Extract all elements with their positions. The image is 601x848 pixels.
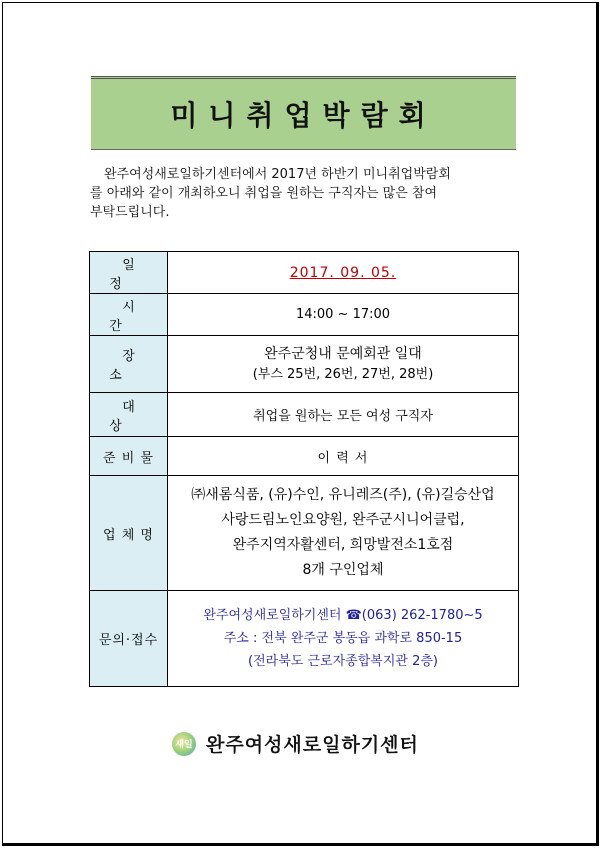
intro-line-2: 를 아래와 같이 개최하오니 취업을 원하는 구직자는 많은 참여 — [90, 186, 438, 201]
info-table — [89, 251, 519, 687]
row-time — [90, 294, 519, 336]
label-date: 일 정 — [90, 252, 168, 294]
place-line-2: (부스 25번, 26번, 27번, 28번) — [252, 367, 434, 382]
row-place — [90, 336, 519, 393]
row-date — [90, 252, 519, 294]
row-prep — [90, 437, 519, 476]
intro-paragraph — [90, 165, 518, 222]
intro-line-3: 부탁드립니다. — [90, 205, 170, 220]
value-target: 취업을 원하는 모든 여성 구직자 — [168, 393, 519, 437]
value-contact — [168, 591, 519, 687]
label-companies: 업 체 명 — [90, 476, 168, 591]
label-prep: 준 비 물 — [90, 437, 168, 476]
company-line-4: 8개 구인업체 — [302, 562, 384, 578]
company-line-1: ㈜새롬식품, (유)수인, 유니레즈(주), (유)길승산업 — [191, 487, 495, 503]
row-contact — [90, 591, 519, 687]
value-place — [168, 336, 519, 393]
contact-line-2: 주소 : 전북 완주군 봉동읍 과학로 850-15 — [223, 631, 463, 646]
contact-line-1: 완주여성새로일하기센터 ☎(063) 262-1780~5 — [203, 608, 483, 623]
company-line-3: 완주지역자활센터, 희망발전소1호점 — [232, 537, 454, 553]
value-date: 2017. 09. 05. — [168, 252, 519, 294]
document-title: 미니취업박람회 — [170, 99, 437, 132]
place-line-1: 완주군청내 문예회관 일대 — [264, 346, 422, 362]
intro-line-1: 완주여성새로일하기센터에서 2017년 하반기 미니취업박람회 — [104, 167, 451, 182]
row-target — [90, 393, 519, 437]
value-time: 14:00 ~ 17:00 — [168, 294, 519, 336]
logo-text: 새일 — [175, 740, 193, 750]
label-time: 시 간 — [90, 294, 168, 336]
title-banner — [91, 76, 516, 150]
label-target: 대 상 — [90, 393, 168, 437]
value-prep: 이 력 서 — [168, 437, 519, 476]
label-contact: 문의·접수 — [90, 591, 168, 687]
org-logo-icon — [172, 732, 196, 756]
org-name: 완주여성새로일하기센터 — [206, 734, 419, 756]
footer — [172, 730, 419, 757]
contact-line-3: (전라북도 근로자종합복지관 2층) — [248, 654, 438, 669]
value-companies — [168, 476, 519, 591]
company-line-2: 사랑드림노인요양원, 완주군시니어클럽, — [221, 512, 465, 528]
label-place: 장 소 — [90, 336, 168, 393]
row-companies — [90, 476, 519, 591]
